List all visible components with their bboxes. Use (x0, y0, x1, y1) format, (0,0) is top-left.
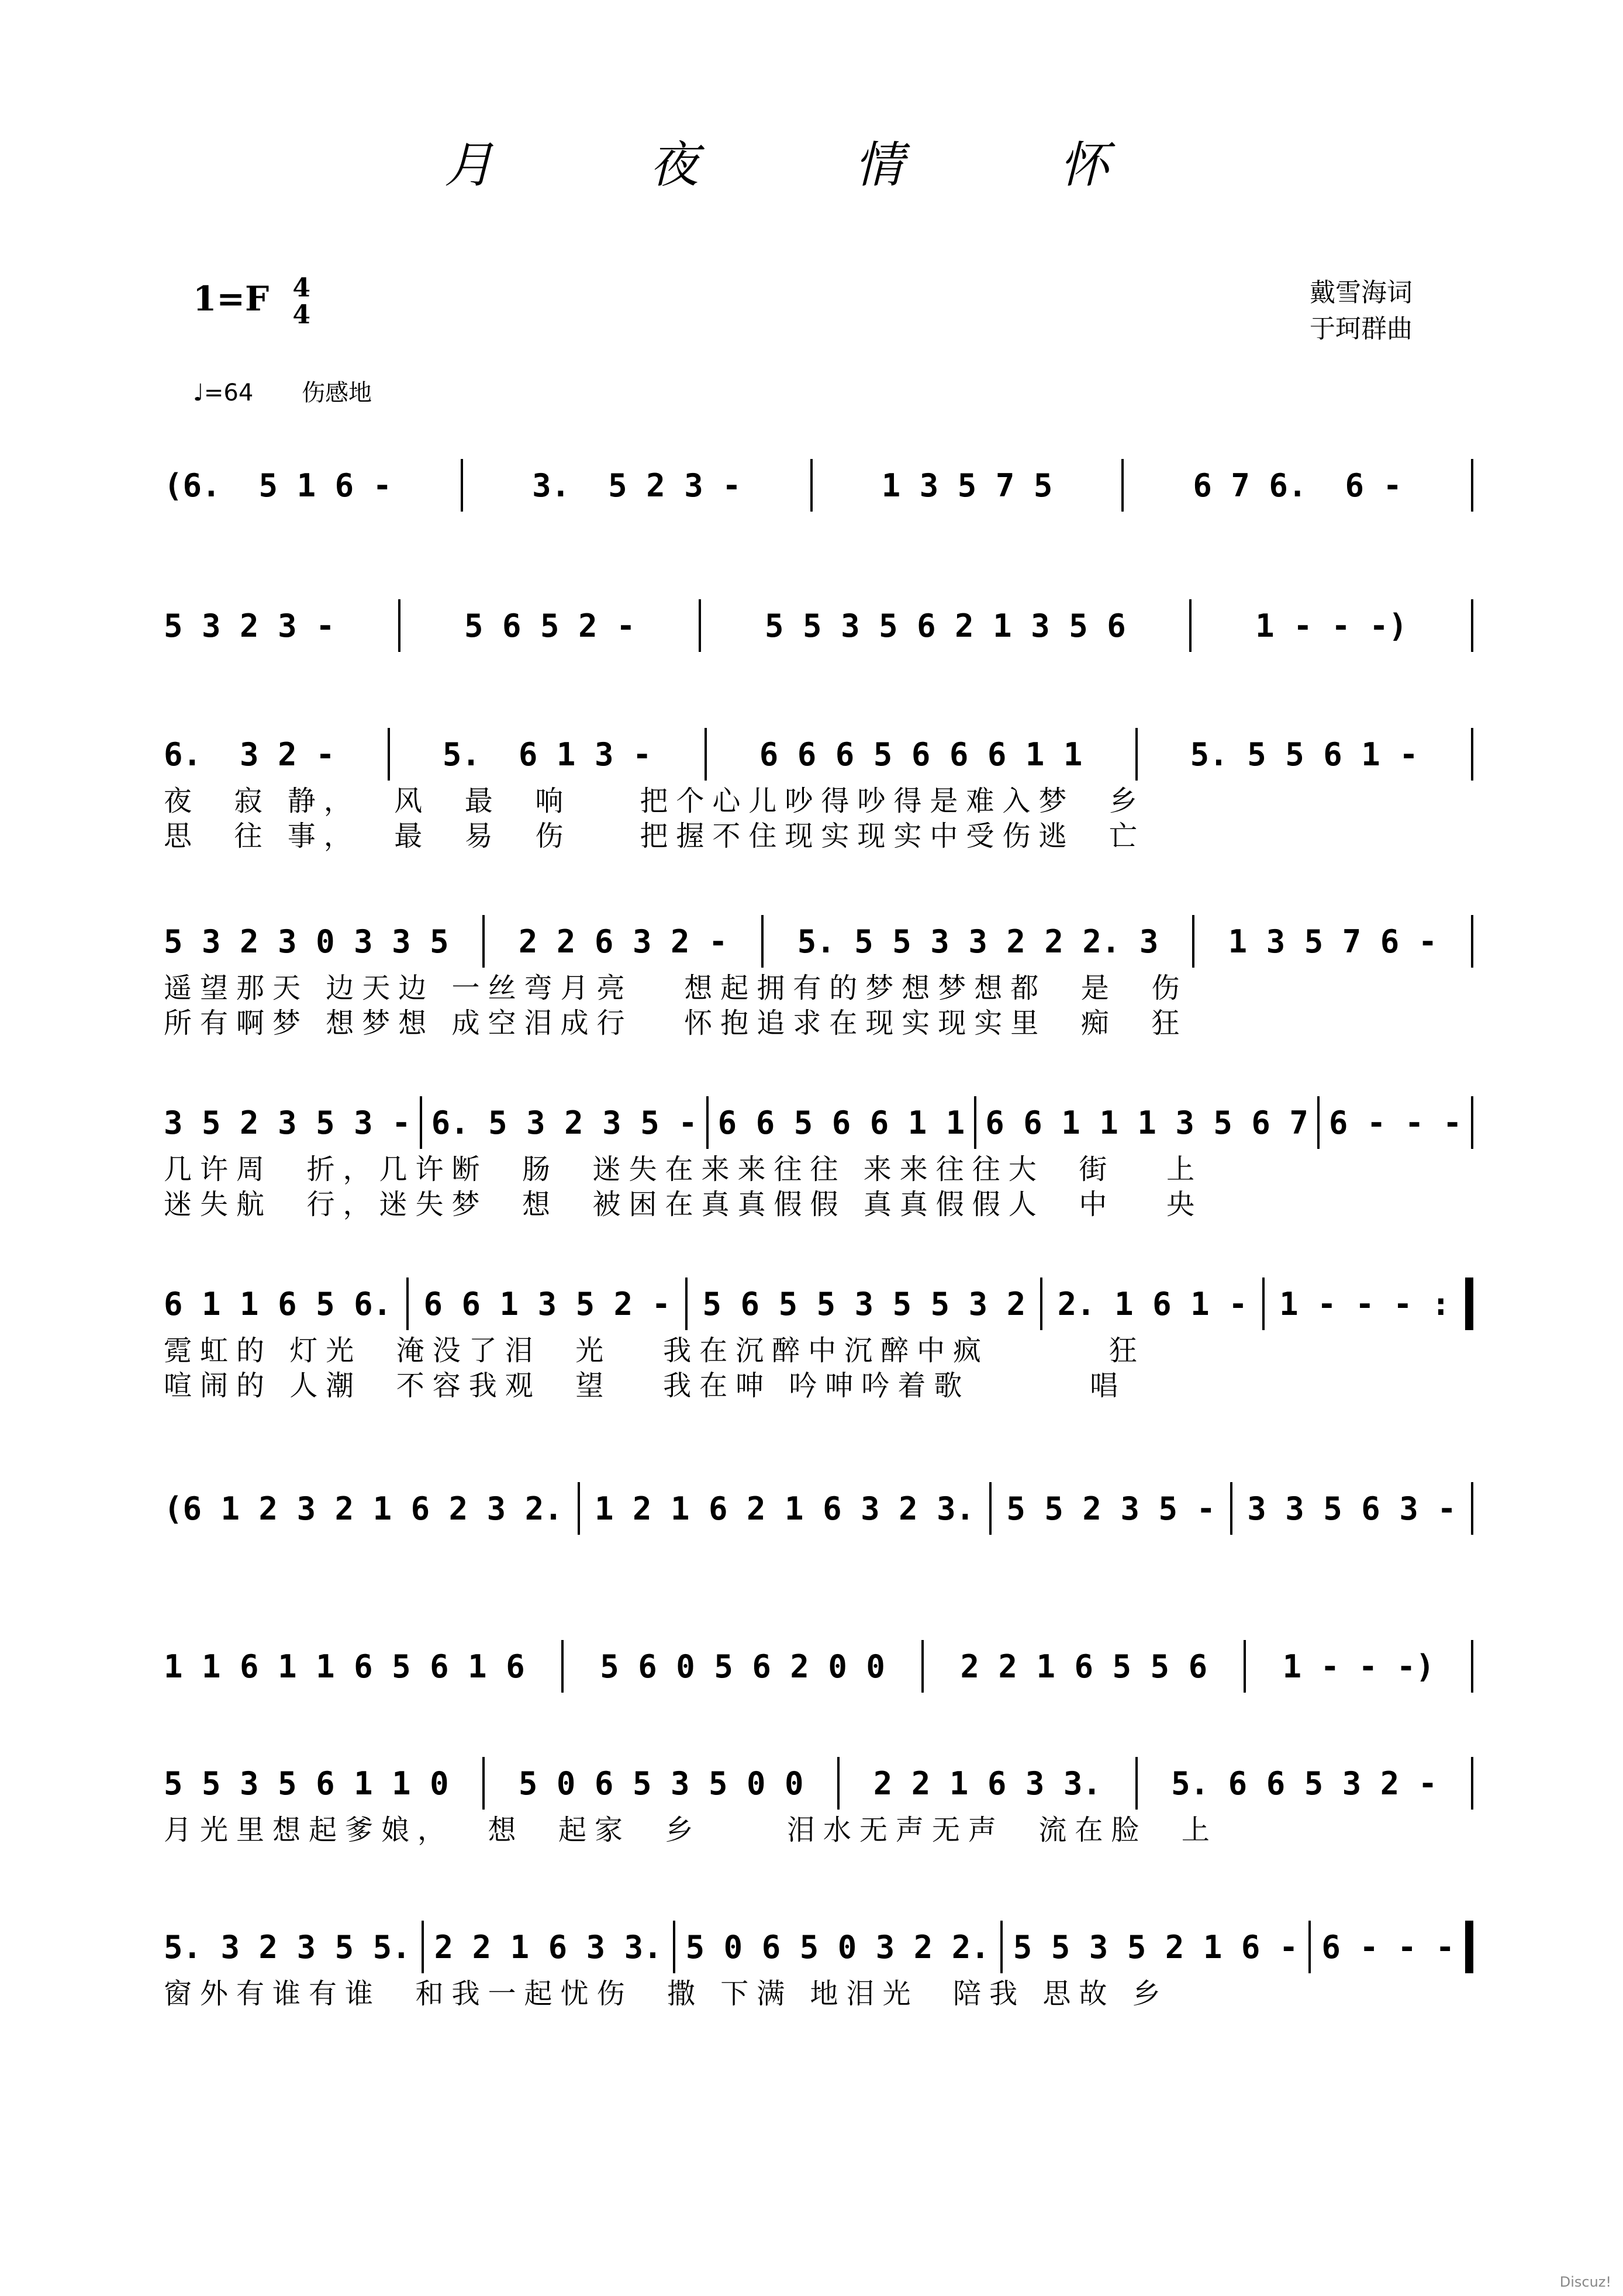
notes-row (164, 1275, 1473, 1333)
measure: 6. 5 3 2 3 5 - (431, 1104, 697, 1141)
measure: 6 - - - (1321, 1928, 1455, 1966)
measure: 6 6 5 6 6 1 1 (717, 1104, 965, 1141)
end-barline (1471, 1640, 1473, 1693)
measure: 1 2 1 6 2 1 6 3 2 3. (594, 1490, 975, 1527)
barline (1308, 1921, 1311, 1973)
measure: 1 - - - : (1279, 1285, 1451, 1323)
meter-top: 4 (292, 273, 310, 303)
measure: 1 3 5 7 6 - (1228, 923, 1438, 960)
notes-row (164, 1637, 1473, 1696)
barline (673, 1921, 675, 1973)
barline (1262, 1278, 1265, 1330)
measure: 5. 6 6 5 3 2 - (1171, 1765, 1438, 1802)
key-label: 1=F (193, 279, 270, 319)
notes-row (164, 912, 1473, 971)
barline (1189, 599, 1192, 652)
measure: 1 1 6 1 1 6 5 6 1 6 (164, 1648, 525, 1685)
barline (706, 1096, 709, 1149)
barline (1135, 728, 1138, 781)
lyric-line: 窗外有谁有谁 和我一起忧伤 撒 下满 地泪光 陪我 思故 乡 (164, 1977, 1169, 2010)
measure: 6 6 6 5 6 6 6 1 1 (759, 736, 1083, 773)
meter-bottom: 4 (292, 300, 310, 330)
end-barline (1465, 1278, 1473, 1330)
end-barline (1471, 728, 1473, 781)
measure: 5 5 3 5 2 1 6 - (1013, 1928, 1299, 1966)
lyric-line: 思 往 事， 最 易 伤 把握不住现实现实中受伤逃 亡 (164, 820, 1145, 852)
measure: 5. 3 2 3 5 5. (164, 1928, 411, 1966)
barline (461, 459, 463, 512)
score-line (164, 912, 1473, 1041)
tempo-value: ♩=64 (193, 379, 254, 406)
lyric-line: 霓虹的 灯光 淹没了泪 光 我在沉醉中沉醉中疯 狂 (164, 1334, 1145, 1367)
measure: 5 5 2 3 5 - (1006, 1490, 1216, 1527)
measure: 6 6 1 1 1 3 5 6 7 (985, 1104, 1308, 1141)
measure: 1 - - -) (1255, 607, 1408, 644)
measure: 1 3 5 7 5 (881, 467, 1053, 504)
barline (578, 1482, 580, 1535)
measure: 5. 5 5 6 1 - (1190, 736, 1418, 773)
credits (1310, 275, 1413, 347)
score-line (164, 1637, 1473, 1696)
barline (422, 1921, 424, 1973)
barline (837, 1757, 840, 1810)
measure: 6 6 1 3 5 2 - (423, 1285, 671, 1323)
end-barline (1471, 1096, 1473, 1149)
composer: 于珂群曲 (1310, 314, 1413, 344)
end-barline (1471, 1482, 1473, 1535)
barline (699, 599, 701, 652)
notes-row (164, 456, 1473, 515)
barline (974, 1096, 976, 1149)
measure: 2 2 1 6 3 3. (873, 1765, 1101, 1802)
notes-row (164, 596, 1473, 655)
measure: 2 2 1 6 3 3. (434, 1928, 662, 1966)
lyric-line: 遥望那天 边天边 一丝弯月亮 想起拥有的梦想梦想都 是 伤 (164, 972, 1188, 1004)
measure: 3. 5 2 3 - (532, 467, 741, 504)
barline (1230, 1482, 1232, 1535)
barline (989, 1482, 992, 1535)
measure: 6. 3 2 - (164, 736, 335, 773)
barline (1192, 915, 1194, 968)
barline (1317, 1096, 1320, 1149)
lyric-line: 几许周 折，几许断 肠 迷失在来来往往 来来往往大 街 上 (164, 1153, 1203, 1186)
barline (1135, 1757, 1138, 1810)
measure: (6. 5 1 6 - (164, 467, 392, 504)
barline (1000, 1921, 1003, 1973)
notes-row (164, 1093, 1473, 1152)
measure: 5 3 2 3 - (164, 607, 335, 644)
score-line (164, 1093, 1473, 1222)
barline (810, 459, 813, 512)
measure: 5 6 0 5 6 2 0 0 (600, 1648, 885, 1685)
barline (406, 1278, 409, 1330)
score-line (164, 456, 1473, 515)
barline (561, 1640, 564, 1693)
measure: 5 5 3 5 6 2 1 3 5 6 (765, 607, 1126, 644)
score-line (164, 1918, 1473, 2011)
score-line (164, 1479, 1473, 1538)
key-signature (193, 275, 310, 329)
barline (705, 728, 707, 781)
barline (685, 1278, 688, 1330)
measure: 5 6 5 2 - (464, 607, 636, 644)
barline (420, 1096, 422, 1149)
score-line (164, 1275, 1473, 1403)
measure: 6 7 6. 6 - (1193, 467, 1402, 504)
tempo-marking (193, 374, 413, 408)
barline (398, 599, 400, 652)
score-line (164, 1754, 1473, 1848)
measure: 5 5 3 5 6 1 1 0 (164, 1765, 449, 1802)
measure: 5 0 6 5 3 5 0 0 (518, 1765, 804, 1802)
measure: 2 2 1 6 5 5 6 (960, 1648, 1208, 1685)
lyric-line: 月光里想起爹娘， 想 起家 乡 泪水无声无声 流在脸 上 (164, 1814, 1218, 1846)
lyric-line: 所有啊梦 想梦想 成空泪成行 怀抱追求在现实现实里 痴 狂 (164, 1007, 1188, 1040)
measure: 5 3 2 3 0 3 3 5 (164, 923, 449, 960)
end-barline (1465, 1921, 1473, 1973)
end-barline (1471, 599, 1473, 652)
measure: 2 2 6 3 2 - (518, 923, 728, 960)
score-line (164, 725, 1473, 854)
lyricist: 戴雪海词 (1310, 278, 1413, 308)
lyric-line: 迷失航 行，迷失梦 想 被困在真真假假 真真假假人 中 央 (164, 1188, 1203, 1221)
footer-watermark: Discuz! (1559, 2274, 1611, 2290)
notes-row (164, 725, 1473, 783)
barline (482, 1757, 485, 1810)
measure: 6 - - - (1328, 1104, 1462, 1141)
end-barline (1471, 915, 1473, 968)
measure: 6 1 1 6 5 6. (164, 1285, 392, 1323)
measure: 5. 5 5 3 3 2 2 2. 3 (797, 923, 1159, 960)
measure: (6 1 2 3 2 1 6 2 3 2. (164, 1490, 563, 1527)
lyric-line: 夜 寂 静， 风 最 响 把个心儿吵得吵得是难入梦 乡 (164, 785, 1145, 817)
measure: 1 - - -) (1282, 1648, 1435, 1685)
barline (1121, 459, 1124, 512)
notes-row (164, 1918, 1473, 1976)
lyric-line: 喧闹的 人潮 不容我观 望 我在呻 吟呻吟着歌 唱 (164, 1369, 1127, 1402)
barline (761, 915, 764, 968)
measure: 3 5 2 3 5 3 - (164, 1104, 411, 1141)
barline (1040, 1278, 1042, 1330)
barline (388, 728, 390, 781)
notes-row (164, 1479, 1473, 1538)
measure: 3 3 5 6 3 - (1247, 1490, 1456, 1527)
expression-mark: 伤感地 (302, 379, 372, 406)
measure: 5 6 5 5 3 5 5 3 2 (702, 1285, 1026, 1323)
measure: 5 0 6 5 0 3 2 2. (685, 1928, 990, 1966)
end-barline (1471, 459, 1473, 512)
barline (1244, 1640, 1246, 1693)
barline (482, 915, 485, 968)
barline (921, 1640, 924, 1693)
time-signature (292, 275, 310, 329)
song-title: 月 夜 情 怀 (444, 136, 1179, 194)
measure: 2. 1 6 1 - (1057, 1285, 1248, 1323)
end-barline (1471, 1757, 1473, 1810)
notes-row (164, 1754, 1473, 1812)
score-line (164, 596, 1473, 655)
measure: 5. 6 1 3 - (442, 736, 652, 773)
